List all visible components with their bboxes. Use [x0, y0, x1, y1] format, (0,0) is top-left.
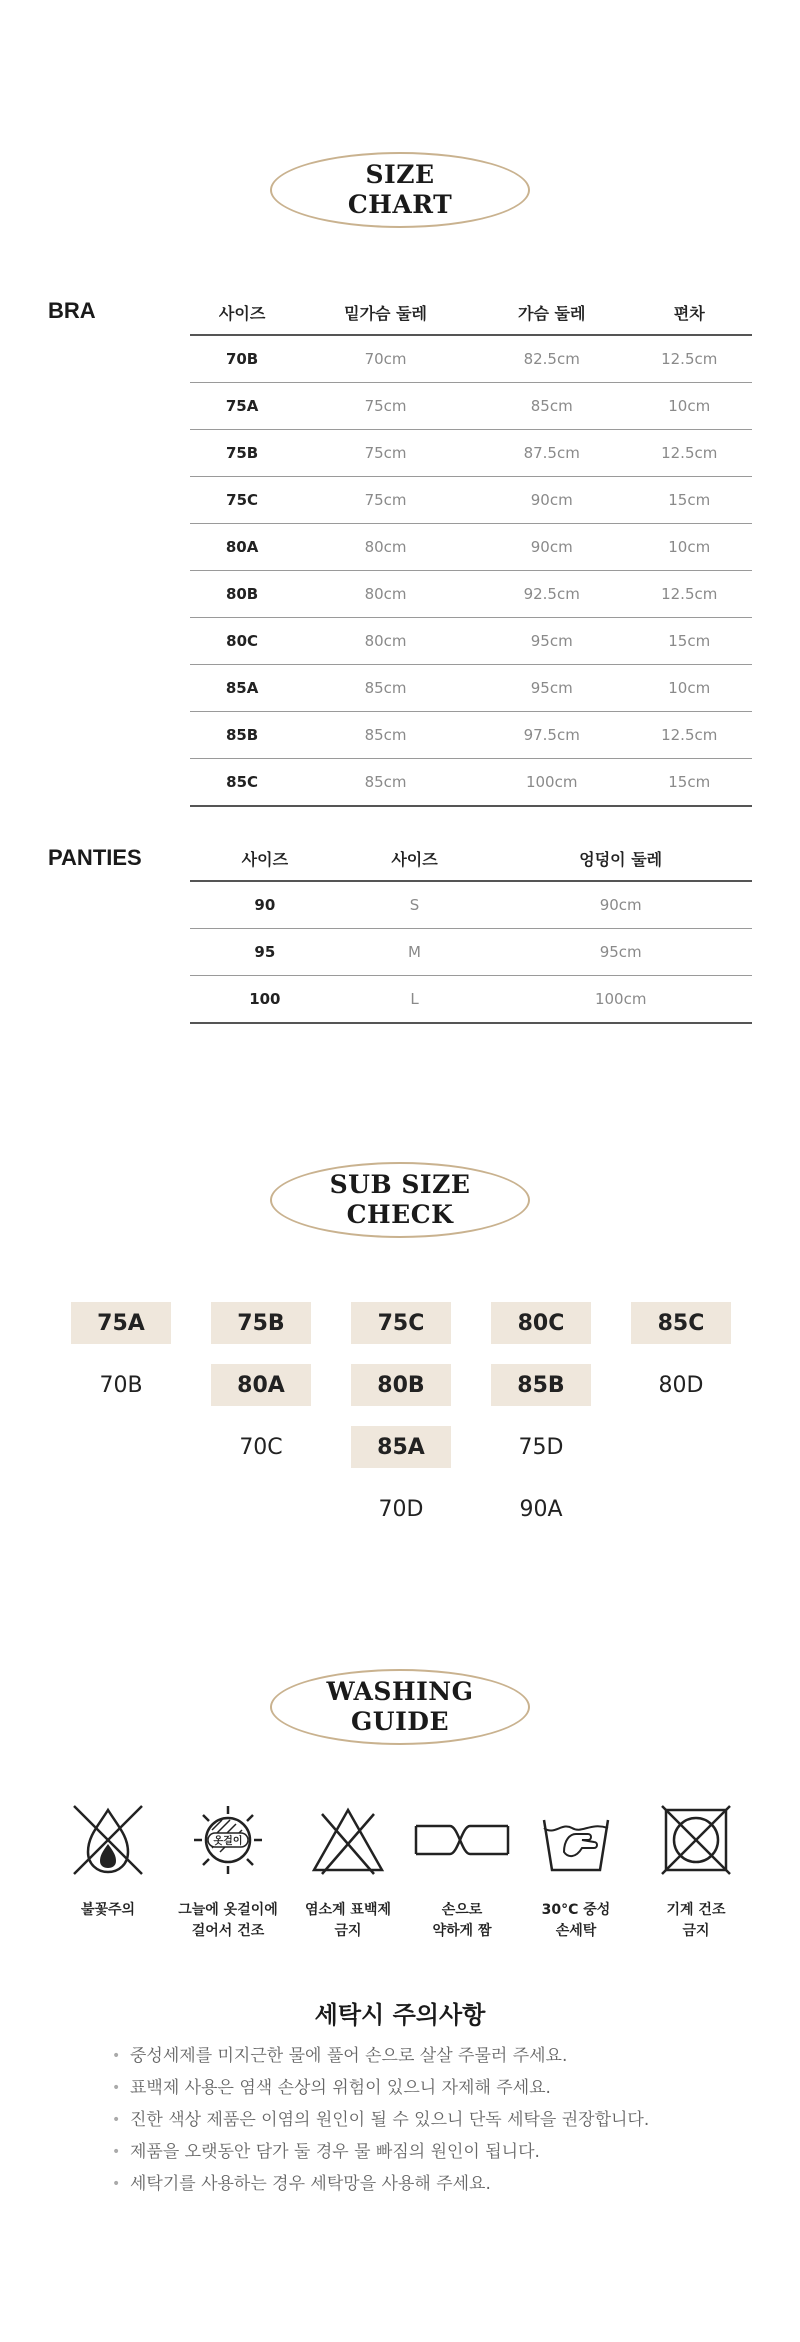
underbust-cell: 75cm — [294, 430, 477, 477]
table-row — [190, 618, 752, 665]
sub-size-alt-chip: 70B — [99, 1372, 143, 1398]
table-row — [190, 881, 752, 929]
hang-dry-shade-icon — [188, 1800, 268, 1880]
size-cell: 70B — [190, 335, 294, 383]
deviation-cell: 15cm — [626, 759, 752, 807]
no-fire-label — [50, 1900, 166, 1921]
icon-label-line: 30°C 중성 — [541, 1902, 611, 1918]
panties-header-size: 사이즈 — [190, 836, 340, 881]
deviation-cell: 10cm — [626, 524, 752, 571]
bust-cell: 100cm — [477, 759, 627, 807]
table-row — [190, 976, 752, 1024]
underbust-cell: 80cm — [294, 524, 477, 571]
panties-table-header — [190, 836, 752, 881]
size-cell: 75A — [190, 383, 294, 430]
deviation-cell: 12.5cm — [626, 571, 752, 618]
underbust-cell: 70cm — [294, 335, 477, 383]
size-cell: 85C — [190, 759, 294, 807]
underbust-cell: 75cm — [294, 383, 477, 430]
list-item: • 중성세제를 미지근한 물에 풀어 손으로 살살 주물러 주세요. — [112, 2040, 649, 2072]
icon-label-line: 불꽃주의 — [80, 1902, 136, 1918]
bust-cell: 97.5cm — [477, 712, 627, 759]
panties-size-table — [190, 836, 752, 1024]
icon-label-line: 손세탁 — [555, 1923, 597, 1939]
icon-label-line: 걸어서 건조 — [191, 1923, 265, 1939]
sub-size-title-line1: SUB SIZE — [329, 1170, 471, 1199]
underbust-cell: 80cm — [294, 618, 477, 665]
underbust-cell: 85cm — [294, 665, 477, 712]
underbust-cell: 80cm — [294, 571, 477, 618]
table-row — [190, 712, 752, 759]
no-bleach-icon — [308, 1800, 388, 1880]
size-cell: 100 — [190, 976, 340, 1024]
sub-size-title — [270, 1162, 530, 1238]
icon-label-line: 염소계 표백제 — [304, 1902, 392, 1918]
underbust-cell: 85cm — [294, 712, 477, 759]
size-cell: 80A — [190, 524, 294, 571]
size-cell: 95 — [190, 929, 340, 976]
washing-guide-title-line1: WASHING — [326, 1677, 474, 1706]
sub-size-alt-chip: 80A — [211, 1364, 311, 1406]
letter-size-cell: L — [340, 976, 490, 1024]
table-row — [190, 665, 752, 712]
letter-size-cell: M — [340, 929, 490, 976]
icon-label-line: 기계 건조 — [666, 1902, 726, 1918]
deviation-cell: 15cm — [626, 477, 752, 524]
bra-label: BRA — [48, 298, 96, 323]
no-tumble-dry-icon — [656, 1800, 736, 1880]
hip-cell: 90cm — [489, 881, 752, 929]
washing-guide-title — [270, 1669, 530, 1745]
table-row — [190, 335, 752, 383]
panties-label: PANTIES — [48, 845, 142, 870]
bust-cell: 95cm — [477, 665, 627, 712]
caution-title: 세탁시 주의사항 — [314, 2001, 486, 2029]
bust-cell: 90cm — [477, 477, 627, 524]
gentle-wring-icon — [412, 1800, 512, 1880]
letter-size-cell: S — [340, 881, 490, 929]
table-row — [190, 571, 752, 618]
size-cell: 75B — [190, 430, 294, 477]
bust-cell: 90cm — [477, 524, 627, 571]
table-row — [190, 383, 752, 430]
sub-size-alt-chip: 80B — [351, 1364, 451, 1406]
hand-wash-icon — [536, 1800, 616, 1880]
washing-guide-title-line2: GUIDE — [350, 1707, 450, 1736]
sub-size-main-chip: 85C — [631, 1302, 731, 1344]
sub-size-main-chip: 75B — [211, 1302, 311, 1344]
table-row — [190, 430, 752, 477]
no-fire-icon — [68, 1800, 148, 1880]
gentle-wring-label — [404, 1900, 520, 1942]
size-cell: 85A — [190, 665, 294, 712]
bust-cell: 95cm — [477, 618, 627, 665]
hip-cell: 95cm — [489, 929, 752, 976]
caution-list — [112, 2040, 649, 2200]
bust-cell: 85cm — [477, 383, 627, 430]
deviation-cell: 15cm — [626, 618, 752, 665]
table-row — [190, 477, 752, 524]
size-cell: 80C — [190, 618, 294, 665]
bra-header-size: 사이즈 — [190, 290, 294, 335]
bra-table-header — [190, 290, 752, 335]
hip-cell: 100cm — [489, 976, 752, 1024]
table-row — [190, 929, 752, 976]
sub-size-main-chip: 80C — [491, 1302, 591, 1344]
size-cell: 85B — [190, 712, 294, 759]
no-tumble-dry-label — [638, 1900, 754, 1942]
deviation-cell: 12.5cm — [626, 430, 752, 477]
bra-header-deviation: 편차 — [626, 290, 752, 335]
bust-cell: 87.5cm — [477, 430, 627, 477]
deviation-cell: 12.5cm — [626, 335, 752, 383]
list-item: • 세탁기를 사용하는 경우 세탁망을 사용해 주세요. — [112, 2168, 649, 2200]
panties-header-size-letter: 사이즈 — [340, 836, 490, 881]
icon-label-line: 금지 — [334, 1923, 362, 1939]
size-cell: 90 — [190, 881, 340, 929]
sub-size-alt-chip: 80D — [658, 1372, 704, 1398]
deviation-cell: 12.5cm — [626, 712, 752, 759]
size-chart-title-line2: CHART — [347, 190, 453, 219]
sub-size-alt-chip: 85A — [351, 1426, 451, 1468]
sub-size-alt-chip: 70C — [239, 1434, 283, 1460]
size-cell: 80B — [190, 571, 294, 618]
list-item: • 제품을 오랫동안 담가 둘 경우 물 빠짐의 원인이 됩니다. — [112, 2136, 649, 2168]
bra-header-underbust: 밑가슴 둘레 — [294, 290, 477, 335]
sub-size-alt-chip: 75D — [518, 1434, 564, 1460]
table-row — [190, 759, 752, 807]
hang-dry-label — [170, 1900, 286, 1942]
sub-size-main-chip: 75A — [71, 1302, 171, 1344]
underbust-cell: 85cm — [294, 759, 477, 807]
sub-size-title-line2: CHECK — [346, 1200, 454, 1229]
list-item: • 표백제 사용은 염색 손상의 위험이 있으니 자제해 주세요. — [112, 2072, 649, 2104]
size-chart-title — [270, 152, 530, 228]
deviation-cell: 10cm — [626, 665, 752, 712]
icon-label-line: 약하게 짬 — [432, 1923, 492, 1939]
size-chart-title-line1: SIZE — [365, 160, 435, 189]
underbust-cell: 75cm — [294, 477, 477, 524]
sub-size-alt-chip: 85B — [491, 1364, 591, 1406]
sub-size-alt-chip: 90A — [519, 1496, 563, 1522]
no-bleach-label — [290, 1900, 406, 1942]
icon-label-line: 그늘에 옷걸이에 — [178, 1902, 278, 1918]
hanger-badge-text: 옷걸이 — [213, 1836, 243, 1847]
bust-cell: 82.5cm — [477, 335, 627, 383]
icon-label-line: 손으로 — [441, 1902, 483, 1918]
sub-size-alt-chip: 70D — [378, 1496, 424, 1522]
hand-wash-label — [518, 1900, 634, 1942]
bra-size-table — [190, 290, 752, 807]
sub-size-main-chip: 75C — [351, 1302, 451, 1344]
panties-header-hip: 엉덩이 둘레 — [489, 836, 752, 881]
bra-header-bust: 가슴 둘레 — [477, 290, 627, 335]
icon-label-line: 금지 — [682, 1923, 710, 1939]
bust-cell: 92.5cm — [477, 571, 627, 618]
list-item: • 진한 색상 제품은 이염의 원인이 될 수 있으니 단독 세탁을 권장합니다. — [112, 2104, 649, 2136]
size-cell: 75C — [190, 477, 294, 524]
deviation-cell: 10cm — [626, 383, 752, 430]
table-row — [190, 524, 752, 571]
